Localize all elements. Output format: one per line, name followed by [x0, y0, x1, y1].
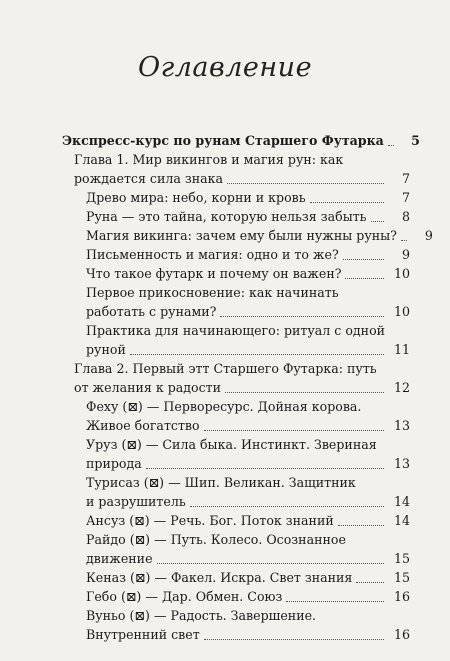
dot-leader	[227, 182, 384, 184]
toc-entry-title-line2: и разрушитель	[86, 494, 186, 509]
dot-leader	[371, 220, 384, 222]
toc-entry-title-line1: Глава 1. Мир викингов и магия рун: как	[74, 152, 344, 167]
toc-section-entry[interactable]	[62, 264, 410, 283]
toc-entry-title-line1: Первое прикосновение: как начинать	[86, 285, 339, 300]
toc-page-number: 16	[393, 627, 410, 642]
toc-section-entry[interactable]	[62, 207, 410, 226]
toc-section-entry[interactable]	[62, 188, 410, 207]
dot-leader	[338, 524, 384, 526]
toc-entry-title-line1: Глава 2. Первый этт Старшего Футарка: путь	[74, 361, 377, 376]
dot-leader	[401, 239, 407, 241]
dot-leader	[225, 391, 384, 393]
toc-section-entry[interactable]	[62, 473, 410, 511]
toc-chapter-entry[interactable]	[62, 359, 410, 397]
toc-page-number: 14	[393, 513, 410, 528]
toc-entry-title-line1: Феху (⊠) — Перворесурс. Дойная корова.	[86, 399, 362, 414]
toc-page-number: 13	[393, 418, 410, 433]
toc-page-number: 15	[393, 551, 410, 566]
toc-page-number: 12	[393, 380, 410, 395]
toc-entry-title: Руна — это тайна, которую нельзя забыть	[86, 209, 367, 224]
dot-leader	[220, 315, 384, 317]
toc-page-number: 15	[393, 570, 410, 585]
toc-entry-title-line2: Внутренний свет	[86, 627, 200, 642]
toc-page-number: 7	[401, 190, 410, 205]
toc-entry-title: Гебо (⊠) — Дар. Обмен. Союз	[86, 589, 283, 604]
toc-page-number: 10	[393, 266, 410, 281]
toc-page-number: 10	[393, 304, 410, 319]
toc-entry-title-line2: руной	[86, 342, 126, 357]
dot-leader	[310, 201, 384, 203]
toc-entry-title: Древо мира: небо, корни и кровь	[86, 190, 306, 205]
dot-leader	[286, 600, 384, 602]
toc-section-entry[interactable]	[62, 435, 410, 473]
toc-page-number: 9	[401, 247, 410, 262]
dot-leader	[343, 258, 384, 260]
dot-leader	[204, 429, 384, 431]
toc-page-number: 14	[393, 494, 410, 509]
toc-entry-title-line2: работать с рунами?	[86, 304, 217, 319]
toc-page-number: 13	[393, 456, 410, 471]
dot-leader	[356, 581, 384, 583]
dot-leader	[345, 277, 384, 279]
toc-entry-title: Что такое футарк и почему он важен?	[86, 266, 342, 281]
dot-leader	[146, 467, 384, 469]
toc-page-number: 5	[411, 133, 420, 148]
dot-leader	[204, 638, 384, 640]
toc-page-number: 7	[401, 171, 410, 186]
toc-entry-title-line1: Вуньо (⊠) — Радость. Завершение.	[86, 608, 317, 623]
toc-section-entry[interactable]	[62, 587, 410, 606]
toc-entry-title-line2: природа	[86, 456, 142, 471]
toc-entry-title: Ансуз (⊠) — Речь. Бог. Поток знаний	[86, 513, 334, 528]
toc-section-entry[interactable]	[62, 606, 410, 644]
table-of-contents	[62, 131, 433, 644]
toc-entry-title-line1: Турисаз (⊠) — Шип. Великан. Защитник	[86, 475, 356, 490]
toc-section-entry[interactable]	[62, 321, 410, 359]
toc-entry-title-line1: Практика для начинающего: ритуал с одной	[86, 323, 386, 338]
toc-entry-title: Кеназ (⊠) — Факел. Искра. Свет знания	[86, 570, 353, 585]
toc-entry-title-line2: движение	[86, 551, 153, 566]
toc-entry-title-line2: от желания к радости	[74, 380, 222, 395]
page-title: Оглавление	[137, 52, 313, 83]
toc-entry-title: Экспресс-курс по рунам Старшего Футарка	[62, 133, 384, 148]
toc-page-number: 9	[424, 228, 433, 243]
toc-entry-title-line1: Уруз (⊠) — Сила быка. Инстинкт. Звериная	[86, 437, 377, 452]
toc-entry-title: Письменность и магия: одно и то же?	[86, 247, 339, 262]
dot-leader	[190, 505, 384, 507]
toc-section-entry[interactable]	[62, 226, 433, 245]
toc-section-entry[interactable]	[62, 397, 410, 435]
toc-entry-title-line2: рождается сила знака	[74, 171, 224, 186]
toc-section-entry[interactable]	[62, 568, 410, 587]
toc-page-number: 11	[393, 342, 410, 357]
toc-page-number: 16	[393, 589, 410, 604]
toc-entry-title: Магия викинга: зачем ему были нужны руны?	[86, 228, 397, 243]
dot-leader	[388, 144, 394, 146]
toc-chapter-entry[interactable]	[62, 150, 410, 188]
toc-section-entry[interactable]	[62, 283, 410, 321]
toc-entry-title-line1: Райдо (⊠) — Путь. Колесо. Осознанное	[86, 532, 346, 547]
dot-leader	[157, 562, 384, 564]
toc-part-entry[interactable]	[62, 131, 420, 150]
toc-entry-title-line2: Живое богатство	[86, 418, 200, 433]
dot-leader	[130, 353, 384, 355]
toc-section-entry[interactable]	[62, 530, 410, 568]
toc-section-entry[interactable]	[62, 245, 410, 264]
toc-page-number: 8	[401, 209, 410, 224]
toc-section-entry[interactable]	[62, 511, 410, 530]
